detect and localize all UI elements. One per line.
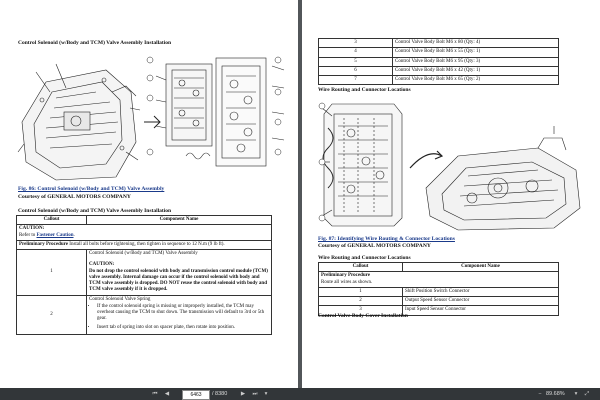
next-page-button[interactable] — [238, 389, 248, 399]
table-row — [17, 250, 272, 296]
header-component-name: Component Name — [403, 263, 559, 272]
prelim-text: Route all wires as shown. — [321, 279, 373, 285]
callout-cell: 4 — [319, 48, 393, 57]
caution-refer-prefix: Refer to — [19, 232, 37, 238]
caution-row — [17, 225, 272, 241]
callout-cell: 2 — [17, 295, 87, 334]
caution-refer — [19, 233, 269, 239]
zoom-menu-button[interactable] — [572, 389, 580, 399]
callout-cell: 7 — [319, 76, 393, 85]
table-row — [319, 57, 559, 66]
prev-page-icon: ◀ — [164, 391, 170, 397]
figure-86-illustration — [16, 52, 288, 184]
wire-routing-table — [318, 262, 559, 316]
caution-refer-suffix: . — [73, 232, 75, 238]
zoom-out-button[interactable] — [536, 389, 544, 399]
table-title: Wire Routing and Connector Locations — [318, 255, 411, 261]
page-total: / 8380 — [212, 391, 228, 397]
next-page-icon: ▶ — [240, 391, 246, 397]
callout-cell: 3 — [319, 39, 393, 48]
pdf-toolbar — [0, 388, 600, 400]
pdf-page-left — [0, 0, 298, 388]
component-name: Control Valve Body Bolt M6 x 42 (Qty: 1) — [393, 66, 559, 75]
page-menu-button[interactable] — [262, 389, 270, 399]
header-callout: Callout — [17, 216, 87, 225]
prelim-label: Preliminary Procedure — [321, 273, 371, 279]
table-row — [319, 287, 559, 296]
section-title: Wire Routing and Connector Locations — [318, 87, 411, 93]
figure-86-courtesy: Courtesy of GENERAL MOTORS COMPANY — [18, 194, 131, 200]
zoom-level[interactable]: 89.68% — [546, 391, 565, 397]
prev-page-button[interactable] — [162, 389, 172, 399]
component-name: Shift Position Switch Connector — [403, 287, 559, 296]
first-page-icon: ⏮ — [152, 391, 158, 397]
list-item: • Insert tab of spring into slot on spacer plate, then rotate into position. — [97, 325, 269, 331]
component-name: Control Solenoid Valve Spring — [89, 296, 151, 302]
table-row — [319, 76, 559, 85]
zoom-out-icon: − — [538, 391, 542, 397]
callout-cell: 1 — [319, 287, 403, 296]
component-name: Control Solenoid (w/Body and TCM) Valve Assembly — [89, 251, 198, 256]
component-name: Control Valve Body Bolt M6 x 55 (Qty: 1) — [393, 48, 559, 57]
first-page-button[interactable] — [150, 389, 160, 399]
prelim-row — [17, 240, 272, 249]
callout-cell: 5 — [319, 57, 393, 66]
prelim-row — [319, 272, 559, 288]
chevron-down-icon: ▾ — [264, 391, 268, 397]
section-title: Control Solenoid (w/Body and TCM) Valve Assembly Installation — [18, 40, 172, 46]
table-row — [319, 66, 559, 75]
installation-table — [16, 215, 272, 335]
table-header-row — [319, 263, 559, 272]
bolt-table — [318, 38, 559, 85]
header-callout: Callout — [319, 263, 403, 272]
callout-cell: 3 — [319, 306, 403, 315]
figure-87-caption[interactable]: Fig. 87: Identifying Wire Routing & Connector Locations — [318, 236, 455, 242]
spring-notes-list — [97, 304, 269, 331]
page-number-input[interactable]: 6463 — [182, 390, 210, 400]
prelim-text: Install all bolts before tightening, then tighten in sequence to 12 N.m (9 lb ft). — [69, 241, 225, 247]
component-name: Control Valve Body Bolt M6 x 80 (Qty: 4) — [393, 39, 559, 48]
table-header-row — [17, 216, 272, 225]
fastener-caution-link[interactable]: Fastener Caution — [36, 232, 74, 238]
component-name: Control Valve Body Bolt M6 x 95 (Qty: 3) — [393, 57, 559, 66]
header-component-name: Component Name — [87, 216, 272, 225]
figure-87-illustration — [318, 98, 588, 232]
last-page-button[interactable] — [250, 389, 260, 399]
callout-cell: 2 — [319, 297, 403, 306]
chevron-down-icon: ▾ — [574, 391, 578, 397]
prelim-label: Preliminary Procedure — [19, 241, 69, 247]
row-caution-label: CAUTION: — [89, 262, 115, 268]
fit-page-button[interactable] — [582, 389, 592, 399]
section-title: Control Valve Body Cover Installation — [318, 313, 408, 319]
callout-cell: 1 — [17, 250, 87, 296]
table-row — [17, 295, 272, 334]
caution-label: CAUTION: — [19, 226, 45, 232]
component-name: Input Speed Sensor Connector — [403, 306, 559, 315]
table-title: Control Solenoid (w/Body and TCM) Valve Assembly Installation — [18, 208, 172, 214]
row-caution-text: Do not drop the control solenoid with body and transmission control module (TCM) valve assembly. Internal damage can occur if the control solenoid with body and TCM valve assembly is dropped. DO NOT reuse the control solenoid with body and TCM valve assembly if it is dropped. — [89, 268, 268, 293]
table-row — [319, 39, 559, 48]
list-item: • If the control solenoid spring is missing or improperly installed, the TCM may overheat causing the TCM to shut down. The transmission will default to 3rd or 5th gear. — [97, 304, 269, 323]
component-name: Output Speed Sensor Connector — [403, 297, 559, 306]
callout-cell: 6 — [319, 66, 393, 75]
fit-page-icon: ⤢ — [584, 391, 590, 397]
figure-86-caption[interactable]: Fig. 86: Control Solenoid (w/Body and TCM) Valve Assembly — [18, 186, 165, 192]
table-row — [319, 48, 559, 57]
last-page-icon: ⏭ — [252, 391, 258, 397]
pdf-page-right — [302, 0, 600, 388]
table-row — [319, 297, 559, 306]
component-name: Control Valve Body Bolt M6 x 65 (Qty: 2) — [393, 76, 559, 85]
figure-87-courtesy: Courtesy of GENERAL MOTORS COMPANY — [318, 243, 431, 249]
